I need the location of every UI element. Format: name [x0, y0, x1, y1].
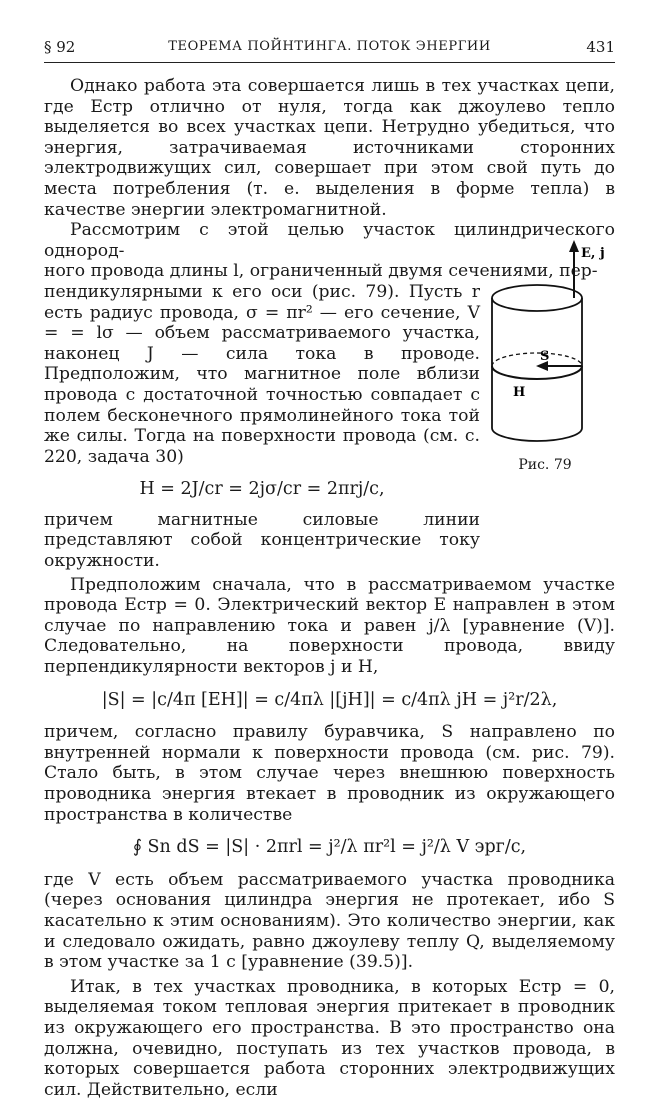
paragraph-4: Предположим сначала, что в рассматриваемом участке провода Eстр = 0. Электрический вектор E направлен в этом случае по направлению тока и равен j/λ [уравнение (V)]. Следовательно, на поверхности провода, ввиду перпендикулярности векторов j и H, [44, 574, 615, 678]
equation-h: H = 2J/cr = 2jσ/cr = 2πrj/c, [139, 479, 385, 500]
paragraph-2-line1: Рассмотрим с этой целью участок цилиндрического однород- [44, 220, 615, 261]
running-header [44, 38, 615, 63]
figure-caption: Рис. 79 [518, 457, 572, 473]
section-number: § 92 [44, 38, 76, 56]
paragraph-2-side: пендикулярными к его оси (рис. 79). Пусть r есть радиус провода, σ = πr² — его сечение, V = = lσ — объем рассматриваемого участка, наконец J — сила тока в проводе. Предположим, что магнитное поле вблизи провода с достаточной точностью совпадает с полем бесконечного прямолинейного тока той же силы. Тогда на поверхности провода (см. с. 220, задача 30) [44, 281, 480, 467]
cylinder-diagram [480, 238, 615, 453]
label-s: S [540, 349, 550, 364]
equation-s: |S| = |c/4π [EH]| = c/4πλ |[jH]| = c/4πλ jH = j²r/2λ, [101, 689, 558, 710]
equation-flux: ∮ Sn dS = |S| · 2πrl = j²/λ πr²l = j²/λ V эрг/с, [132, 837, 527, 858]
paragraph-6: где V есть объем рассматриваемого участка проводника (через основания цилиндра энергия не протекает, ибо S касательно к этим основаниям). Это количество энергии, как и следовало ожидать, равно джоулеву теплу Q, выделяемому в этом участке за 1 с [уравнение (39.5)]. [44, 869, 615, 973]
paragraph-1: Однако работа эта совершается лишь в тех участках цепи, где Eстр отлично от нуля, тогда как джоулево тепло выделяется во всех участках цепи. Нетрудно убедиться, что энергия, затрачиваемая источниками сторонних электродвижущих сил, совершает при этом свой путь до места потребления (т. е. выделения в форме тепла) в качестве энергии электромагнитной. [44, 76, 615, 220]
paragraph-2-line2: ного провода длины l, ограниченный двумя сечениями, пер- [44, 261, 598, 282]
label-h: H [513, 385, 526, 400]
label-e-j: E, j [581, 246, 605, 261]
paragraph-5: причем, согласно правилу буравчика, S направлено по внутренней нормали к поверхности провода (см. рис. 79). Стало быть, в этом случае через внешнюю поверхность проводника энергия втекает в проводник из окружающего пространства в количестве [44, 722, 615, 825]
running-title: ТЕОРЕМА ПОЙНТИНГА. ПОТОК ЭНЕРГИИ [168, 39, 491, 54]
figure-79 [480, 238, 615, 478]
paragraph-7: Итак, в тех участках проводника, в которых Eстр = 0, выделяемая током тепловая энергия притекает в проводник из окружающего его пространства. В это пространство она должна, очевидно, поступать из тех участков провода, в которых совершается работа сторонних электродвижущих сил. Действительно, если [44, 976, 615, 1100]
page-number: 431 [586, 38, 615, 56]
paragraph-3: причем магнитные силовые линии представляют собой концентрические току окружности. [44, 509, 480, 572]
page-body [44, 76, 615, 1100]
